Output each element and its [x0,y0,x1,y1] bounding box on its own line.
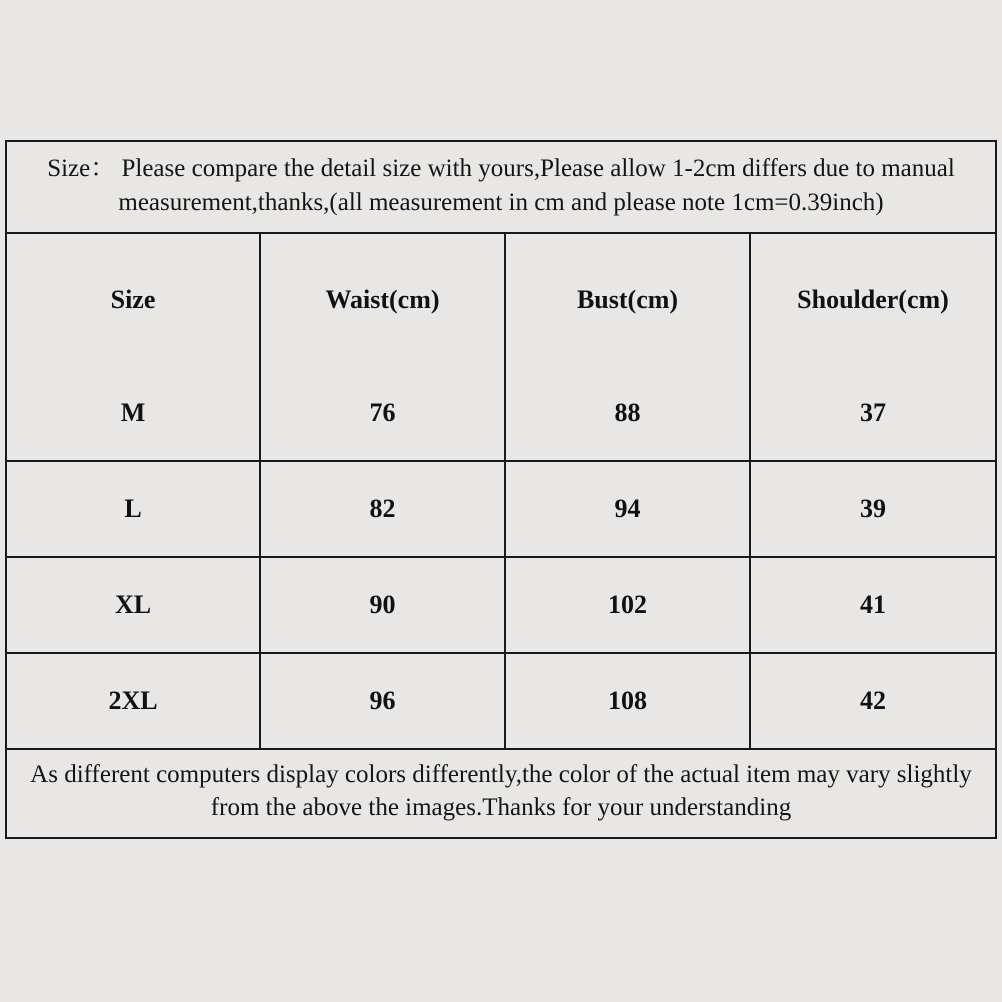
cell-waist: 76 [260,366,505,461]
cell-shoulder: 37 [750,366,995,461]
cell-bust: 108 [505,653,750,748]
table-row [7,461,995,557]
table-header-row [7,234,995,366]
cell-size: L [7,461,260,557]
size-intro-text: Please compare the detail size with yours,Please allow 1-2cm differs due to manual measurement,thanks,(all measurement in cm and please note 1cm=0.39inch) [118,155,955,216]
size-intro [7,142,995,234]
cell-size: M [7,366,260,461]
size-chart-container [5,140,997,839]
size-table-head [7,234,995,366]
cell-waist: 96 [260,653,505,748]
column-header-shoulder: Shoulder(cm) [797,284,949,314]
cell-bust: 88 [505,366,750,461]
cell-waist: 90 [260,557,505,653]
table-row [7,366,995,461]
column-header-size: Size [7,234,260,366]
table-row [7,653,995,748]
cell-shoulder: 41 [750,557,995,653]
color-disclaimer: As different computers display colors differently,the color of the actual item may vary slightly from the above the images.Thanks for your understanding [7,748,995,838]
cell-size: XL [7,557,260,653]
cell-size: 2XL [7,653,260,748]
cell-bust: 102 [505,557,750,653]
cell-shoulder: 42 [860,685,886,715]
size-intro-label: Size： [47,155,116,182]
cell-waist: 82 [260,461,505,557]
size-table [7,234,995,748]
table-row [7,557,995,653]
cell-bust: 94 [505,461,750,557]
size-table-body [7,366,995,748]
column-header-waist: Waist(cm) [260,234,505,366]
column-header-bust: Bust(cm) [505,234,750,366]
cell-shoulder: 39 [750,461,995,557]
